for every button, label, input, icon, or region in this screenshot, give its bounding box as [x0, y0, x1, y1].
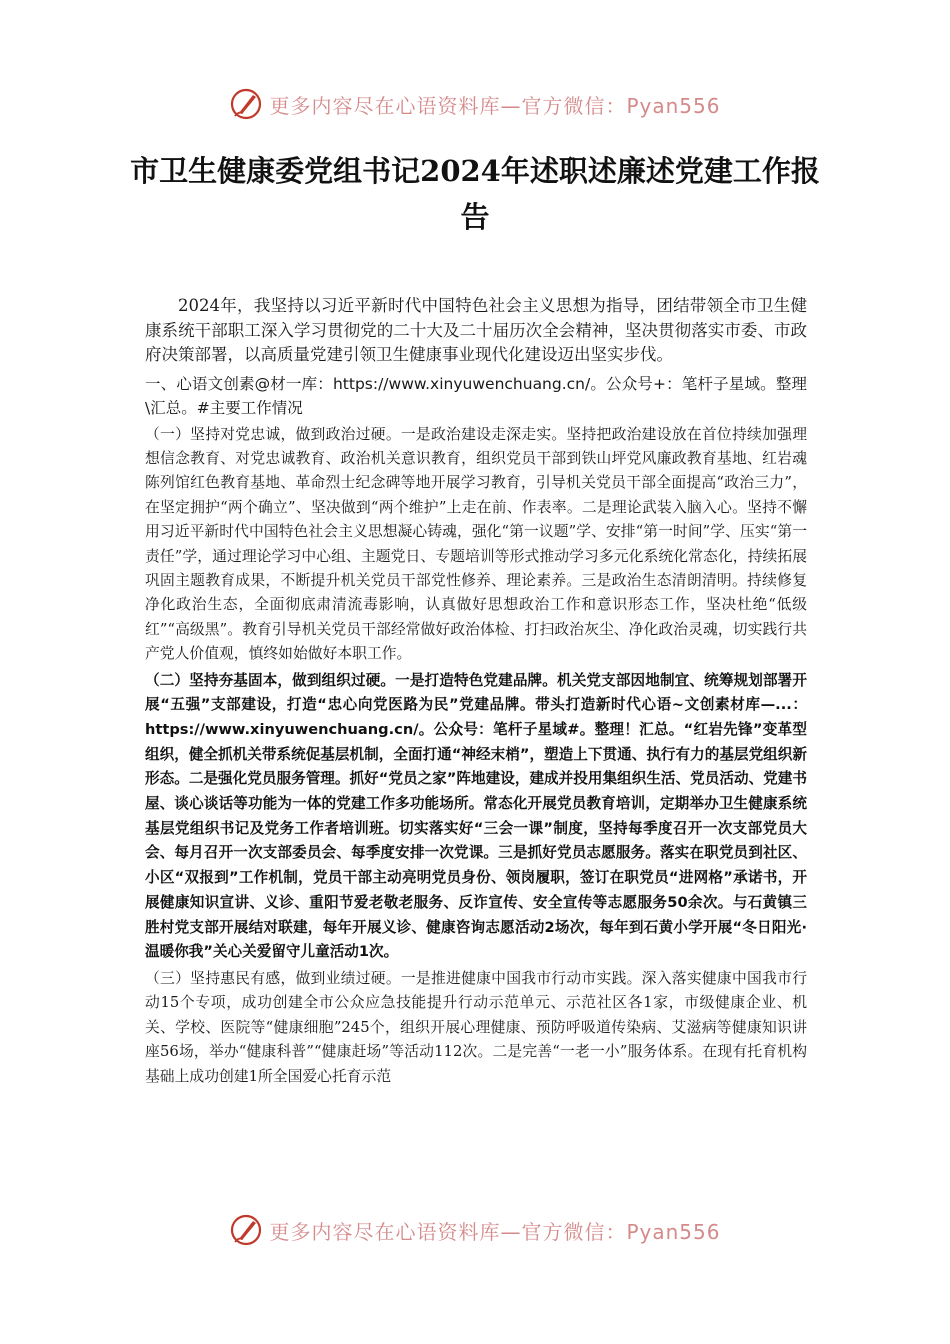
- watermark-banner-top: [0, 84, 950, 124]
- quill-pen-circle-icon: [229, 1213, 263, 1247]
- watermark-banner-bottom: [0, 1210, 950, 1250]
- document-body: [145, 294, 807, 1089]
- paragraph-organization: （二）坚持夯基固本，做到组织过硬。一是打造特色党建品牌。机关党支部因地制宜、统筹规划部署开展“五强”支部建设，打造“忠心向党医路为民”党建品牌。带头打造新时代心语~文创素材库—...：https://www.xinyuwenchuang.cn/。公众号：笔杆子星域#。整理！汇总。“红岩先锋”变革型组织，健全抓机关带系统促基层机制，全面打通“神经末梢”，塑造上下贯通、执行有力的基层党组织新形态。二是强化党员服务管理。抓好“党员之家”阵地建设，建成并投用集组织生活、党员活动、党建书屋、谈心谈话等功能为一体的党建工作多功能场所。常态化开展党员教育培训，定期举办卫生健康系统基层党组织书记及党务工作者培训班。切实落实好“三会一课”制度，坚持每季度召开一次支部党员大会、每月召开一次支部委员会、每季度安排一次党课。三是抓好党员志愿服务。落实在职党员到社区、小区“双报到”工作机制，党员干部主动亮明党员身份、领岗履职，签订在职党员“进网格”承诺书，开展健康知识宣讲、义诊、重阳节爱老敬老服务、反诈宣传、安全宣传等志愿服务50余次。与石黄镇三胜村党支部开展结对联建，每年开展义诊、健康咨询志愿活动2场次，每年到石黄小学开展“冬日阳光·温暖你我”关心关爱留守儿童活动1次。: [145, 671, 807, 961]
- watermark-text: 更多内容尽在心语资料库—官方微信：Pyan556: [269, 1219, 721, 1244]
- section-heading: 一、心语文创素@材一库：https://www.xinyuwenchuang.cn/。公众号+：笔杆子星域。整理\汇总。#主要工作情况: [145, 374, 807, 417]
- quill-pen-circle-icon: [229, 87, 263, 121]
- paragraph-political: （一）坚持对党忠诚，做到政治过硬。一是政治建设走深走实。坚持把政治建设放在首位持续加强理想信念教育、对党忠诚教育、政治机关意识教育，组织党员干部到铁山坪党风廉政教育基地、红岩魂陈列馆红色教育基地、革命烈士纪念碑等地开展学习教育，引导机关党员干部全面提高“政治三力”，在坚定拥护“两个确立”、坚决做到“两个维护”上走在前、作表率。二是理论武装入脑入心。坚持不懈用习近平新时代中国特色社会主义思想凝心铸魂，强化“第一议题”学、安排“第一时间”学、压实“第一责任”学，通过理论学习中心组、主题党日、专题培训等形式推动学习多元化系统化常态化，持续拓展巩固主题教育成果，不断提升机关党员干部党性修养、理论素养。三是政治生态清朗清明。持续修复净化政治生态，全面彻底肃清流毒影响，认真做好思想政治工作和意识形态工作，坚决杜绝“低级红”“高级黑”。教育引导机关党员干部经常做好政治体检、打扫政治灰尘、净化政治灵魂，切实践行共产党人价值观，慎终如始做好本职工作。: [145, 425, 807, 663]
- intro-paragraph: 2024年，我坚持以习近平新时代中国特色社会主义思想为指导，团结带领全市卫生健康系统干部职工深入学习贯彻党的二十大及二十届历次全会精神，坚决贯彻落实市委、市政府决策部署，以高质量党建引领卫生健康事业现代化建设迈出坚实步伐。: [145, 296, 807, 364]
- paragraph-performance: （三）坚持惠民有感，做到业绩过硬。一是推进健康中国我市行动市实践。深入落实健康中国我市行动15个专项，成功创建全市公众应急技能提升行动示范单元、示范社区各1家，市级健康企业、机关、学校、医院等“健康细胞”245个，组织开展心理健康、预防呼吸道传染病、艾滋病等健康知识讲座56场，举办“健康科普”“健康赶场”等活动112次。二是完善“一老一小”服务体系。在现有托育机构基础上成功创建1所全国爱心托育示范: [145, 970, 807, 1085]
- document-title: 市卫生健康委党组书记2024年述职述廉述党建工作报告: [130, 154, 820, 234]
- watermark-text: 更多内容尽在心语资料库—官方微信：Pyan556: [269, 93, 721, 118]
